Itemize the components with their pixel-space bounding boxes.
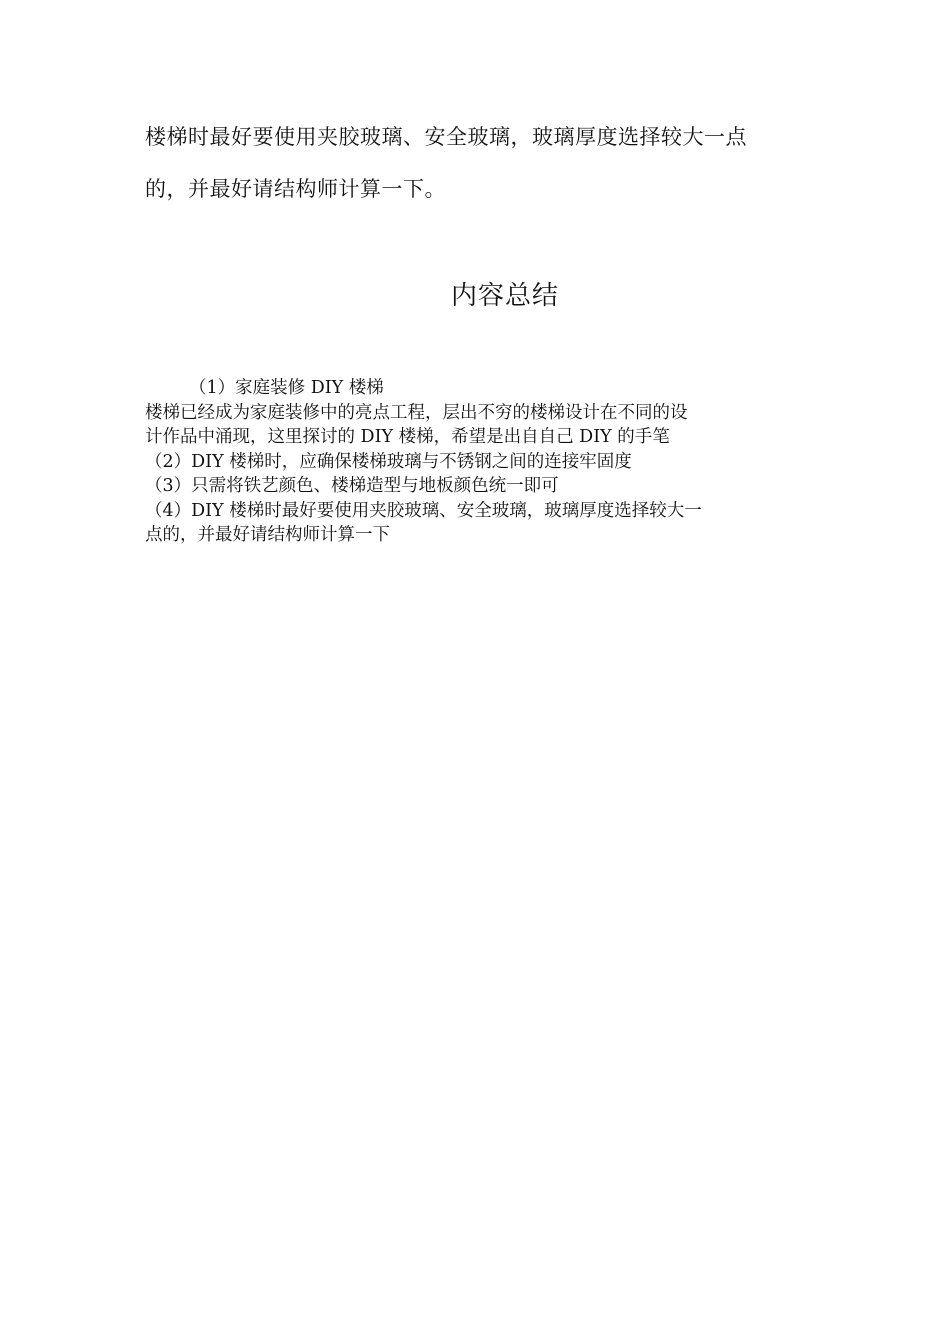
intro-paragraph-line-2: 的，并最好请结构师计算一下。 (145, 177, 446, 201)
summary-line-1: （1）家庭装修 DIY 楼梯 (189, 378, 384, 398)
section-title: 内容总结 (450, 281, 559, 311)
summary-line-7: 点的，并最好请结构师计算一下 (145, 525, 390, 545)
summary-line-4: （2）DIY 楼梯时，应确保楼梯玻璃与不锈钢之间的连接牢固度 (145, 451, 632, 472)
summary-line-3: 计作品中涌现，这里探讨的 DIY 楼梯，希望是出自自己 DIY 的手笔 (145, 427, 670, 447)
summary-block (145, 376, 805, 548)
summary-line-5: （3）只需将铁艺颜色、楼梯造型与地板颜色统一即可 (145, 476, 559, 496)
summary-line-2: 楼梯已经成为家庭装修中的亮点工程，层出不穷的楼梯设计在不同的设 (145, 402, 688, 423)
intro-paragraph-line-1: 楼梯时最好要使用夹胶玻璃、安全玻璃，玻璃厚度选择较大一点 (145, 125, 747, 149)
summary-line-6: （4）DIY 楼梯时最好要使用夹胶玻璃、安全玻璃，玻璃厚度选择较大一 (145, 500, 702, 521)
